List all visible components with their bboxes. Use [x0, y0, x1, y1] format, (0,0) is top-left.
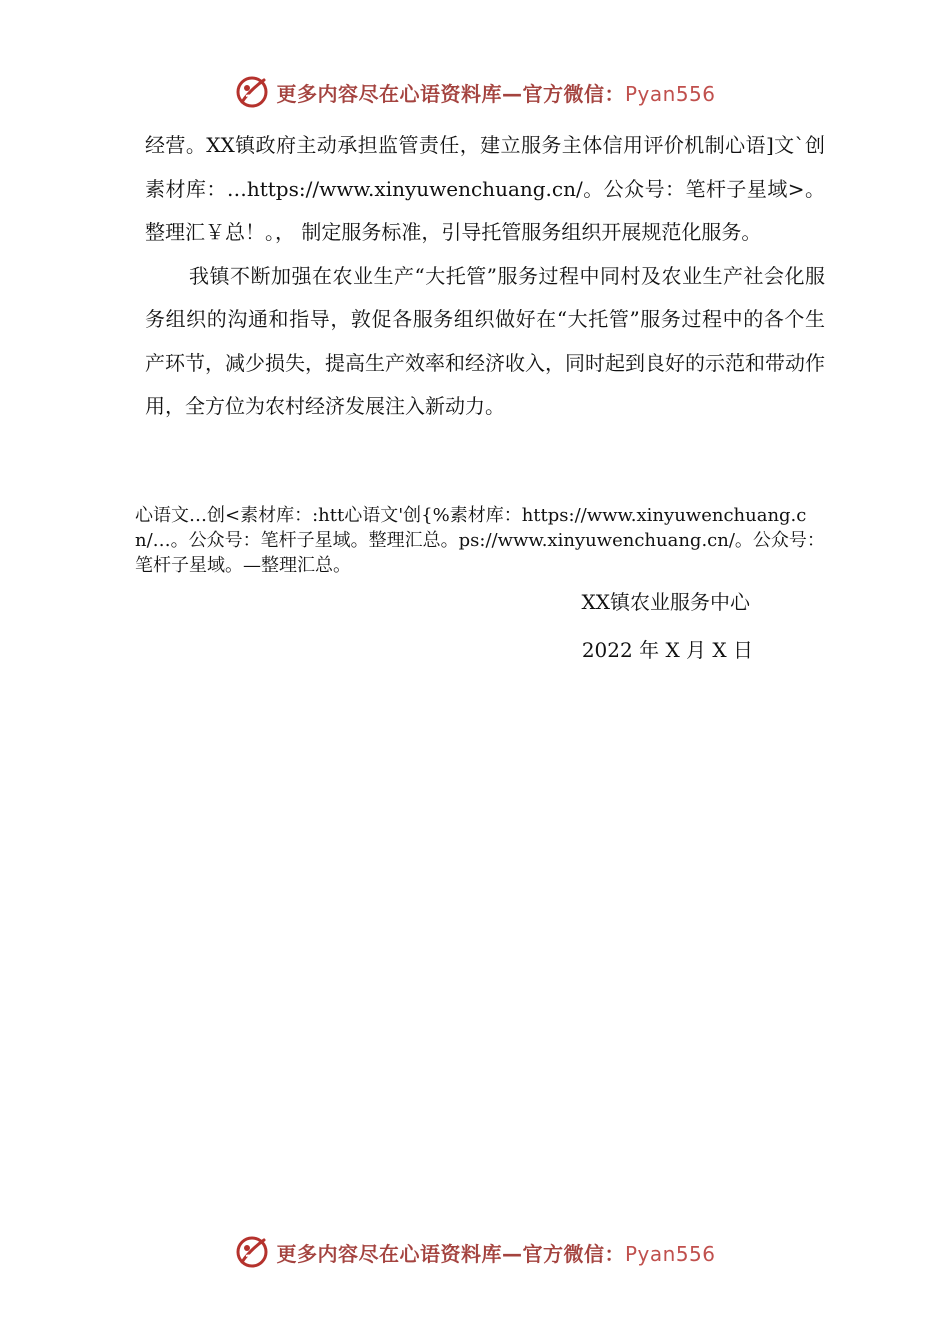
signature-block [450, 578, 753, 674]
header-banner [0, 72, 950, 112]
brush-logo-icon [234, 74, 270, 110]
paragraph-1: 经营。XX镇政府主动承担监管责任，建立服务主体信用评价机制心语]文`创素材库：…https://www.xinyuwenchuang.cn/。公众号：笔杆子星域>。整理汇￥总！。， 制定服务标准，引导托管服务组织开展规范化服务。 [145, 133, 825, 244]
banner-wechat-id: Pyan556 [624, 81, 716, 106]
document-body [145, 124, 825, 429]
banner-slogan: 更多内容尽在心语资料库—官方微信： [276, 1241, 625, 1266]
banner-text [276, 78, 715, 107]
banner-wechat-id: Pyan556 [624, 1241, 716, 1266]
signature-organization: XX镇农业服务中心 [581, 590, 750, 614]
banner-text [276, 1238, 715, 1267]
paragraph-2: 我镇不断加强在农业生产“大托管”服务过程中同村及农业生产社会化服务组织的沟通和指导，敦促各服务组织做好在“大托管”服务过程中的各个生产环节，减少损失，提高生产效率和经济收入，同时起到良好的示范和带动作用，全方位为农村经济发展注入新动力。 [145, 263, 825, 418]
signature-date: 2022 年 X 月 X 日 [581, 638, 753, 662]
source-note: 心语文…创<素材库：:htt心语文'创{%素材库：https://www.xinyuwenchuang.cn/…。公众号：笔杆子星域。整理汇总。ps://www.xinyuwenchuang.cn/。公众号：笔杆子星域。—整理汇总。 [135, 505, 825, 576]
brush-logo-icon [234, 1234, 270, 1270]
banner-slogan: 更多内容尽在心语资料库—官方微信： [276, 81, 625, 106]
footer-banner [0, 1232, 950, 1272]
